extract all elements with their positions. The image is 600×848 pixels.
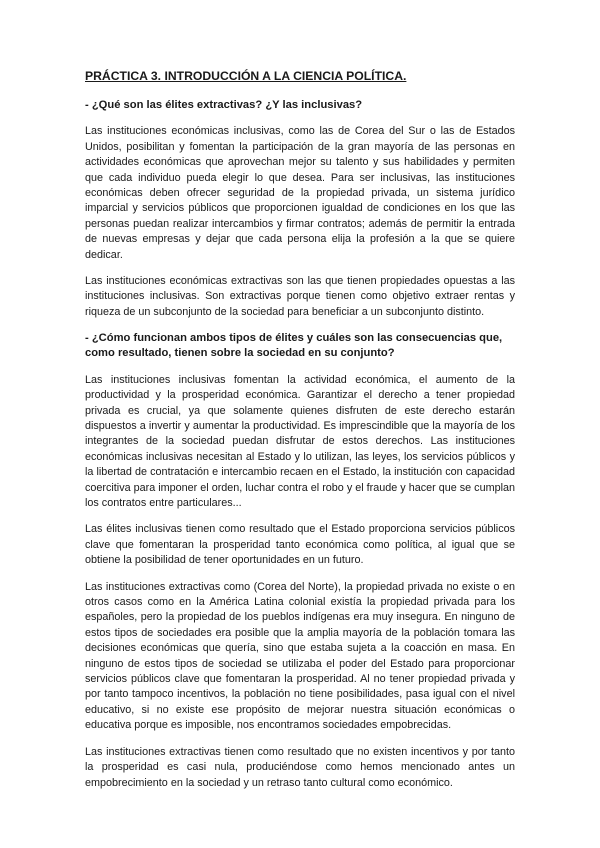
paragraph-extractive-institutions: Las instituciones económicas extractivas son las que tienen propiedades opuestas a las instituciones inclusivas. Son extractivas porque tienen como objetivo extraer rentas y riqueza de un subconjunto de la sociedad para beneficiar a un subconjunto distinto. [85,274,515,318]
paragraph-extractive-functioning: Las instituciones extractivas como (Corea del Norte), la propiedad privada no existe o en otros casos como en la América Latina colonial existía la propiedad privada para los españoles, pero la propiedad de los pueblos indígenas era muy insegura. En ninguno de estos tipos de sociedades era posible que la amplia mayoría de la población tomara las decisiones económicas que quería, sino que estaba sujeta a la coacción en masa. En ninguno de estos tipos de sociedad se utilizaba el poder del Estado para proporcionar servicios públicos clave que fomentaran la prosperidad. Al no tener propiedad privada y por tanto tampoco incentivos, la población no tiene posibilidades, pasa igual con el nivel educativo, si no existe ese propósito de mejorar nuestra situación económicas o educativa porque es imposible, nos encontramos sociedades empobrecidas. [85,580,515,732]
question-heading-1: - ¿Qué son las élites extractivas? ¿Y las inclusivas? [85,99,363,111]
document-title: PRÁCTICA 3. INTRODUCCIÓN A LA CIENCIA POLÍTICA. [85,69,407,83]
paragraph-inclusive-functioning: Las instituciones inclusivas fomentan la actividad económica, el aumento de la productividad y la prosperidad económica. Garantizar el derecho a tener propiedad privada es crucial, ya que solamente quienes disfruten de este derecho estarán dispuestos a invertir y aumentar la productividad. Es imprescindible que la mayoría de los integrantes de la sociedad puedan disfrutar de estos derechos. Las instituciones económicas inclusivas necesitan al Estado y lo utilizan, las leyes, los servicios públicos y la libertad de contratación e intercambio recaen en el Estado, la institución con capacidad coercitiva para imponer el orden, luchar contra el robo y el fraude y hacer que se cumplan los contratos entre particulares... [85,373,515,510]
question-heading-2: - ¿Cómo funcionan ambos tipos de élites y cuáles son las consecuencias que, como resultado, tienen sobre la sociedad en su conjunto? [85,332,503,360]
document-page [85,68,515,802]
paragraph-extractive-results: Las instituciones extractivas tienen como resultado que no existen incentivos y por tanto la prosperidad es casi nula, produciéndose como hemos mencionado antes un empobrecimiento en la sociedad y un retraso tanto cultural como económico. [85,745,515,789]
paragraph-inclusive-results: Las élites inclusivas tienen como resultado que el Estado proporciona servicios públicos clave que fomentaran la prosperidad tanto económica como política, al igual que se obtiene la posibilidad de tener oportunidades en un futuro. [85,523,515,567]
paragraph-inclusive-institutions: Las instituciones económicas inclusivas, como las de Corea del Sur o las de Estados Unidos, posibilitan y fomentan la participación de la gran mayoría de las personas en actividades económicas que aprovechan mejor su talento y sus habilidades y permiten que cada individuo pueda elegir lo que desea. Para ser inclusivas, las instituciones económicas deben ofrecer seguridad de la propiedad privada, un sistema jurídico imparcial y servicios públicos que proporcionen igualdad de condiciones en los que las personas puedan realizar intercambios y firmar contratos; además de permitir la entrada de nuevas empresas y dejar que cada persona elija la profesión a la que se quiere dedicar. [85,125,515,261]
